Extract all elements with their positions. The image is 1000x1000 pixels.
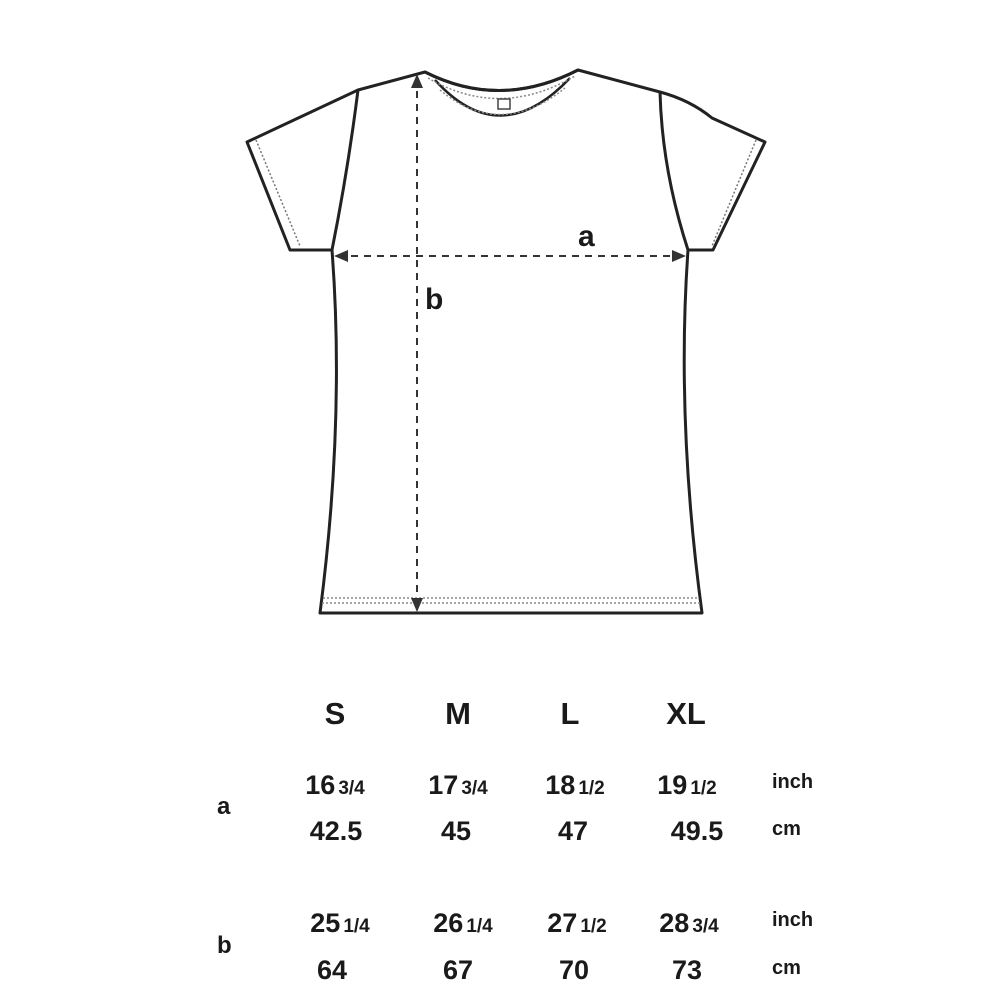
b-cm-unit: cm — [772, 957, 801, 979]
a-cm-l: 47 — [557, 816, 589, 846]
fraction-value: 1/2 — [578, 778, 605, 799]
b-cm-m: 67 — [442, 955, 474, 985]
size-header-m: M — [445, 696, 471, 731]
b-inch-xl — [619, 908, 759, 939]
fraction-value: 3/4 — [692, 916, 719, 937]
b-cm-s: 64 — [316, 955, 348, 985]
b-cm-l: 70 — [558, 955, 590, 985]
whole-value: 26 — [433, 908, 464, 938]
b-inch-s — [270, 908, 410, 939]
whole-value: 17 — [428, 770, 459, 800]
fraction-value: 3/4 — [338, 778, 365, 799]
neck-tag — [498, 99, 510, 109]
measure-a-label: a — [578, 220, 595, 253]
row-label-a: a — [217, 793, 231, 820]
b-inch-unit: inch — [772, 909, 814, 931]
size-header-xl: XL — [666, 696, 706, 731]
a-cm-s: 42.5 — [309, 816, 363, 846]
a-inch-s — [265, 770, 405, 801]
measure-b-label: b — [425, 283, 444, 316]
fraction-value: 1/4 — [466, 916, 493, 937]
whole-value: 25 — [310, 908, 341, 938]
fraction-value: 3/4 — [461, 778, 488, 799]
fraction-value: 1/4 — [343, 916, 370, 937]
size-header-s: S — [324, 696, 346, 731]
fraction-value: 1/2 — [690, 778, 717, 799]
a-inch-unit: inch — [772, 771, 814, 793]
a-cm-m: 45 — [440, 816, 472, 846]
tshirt-outline — [247, 70, 765, 613]
a-cm-unit: cm — [772, 818, 801, 840]
whole-value: 18 — [545, 770, 576, 800]
a-cm-xl: 49.5 — [670, 816, 724, 846]
whole-value: 28 — [659, 908, 690, 938]
whole-value: 19 — [657, 770, 688, 800]
fraction-value: 1/2 — [580, 916, 607, 937]
a-inch-xl — [617, 770, 757, 801]
whole-value: 16 — [305, 770, 336, 800]
size-header-l: L — [560, 696, 580, 731]
row-label-b: b — [217, 932, 232, 959]
b-cm-xl: 73 — [671, 955, 703, 985]
whole-value: 27 — [547, 908, 578, 938]
